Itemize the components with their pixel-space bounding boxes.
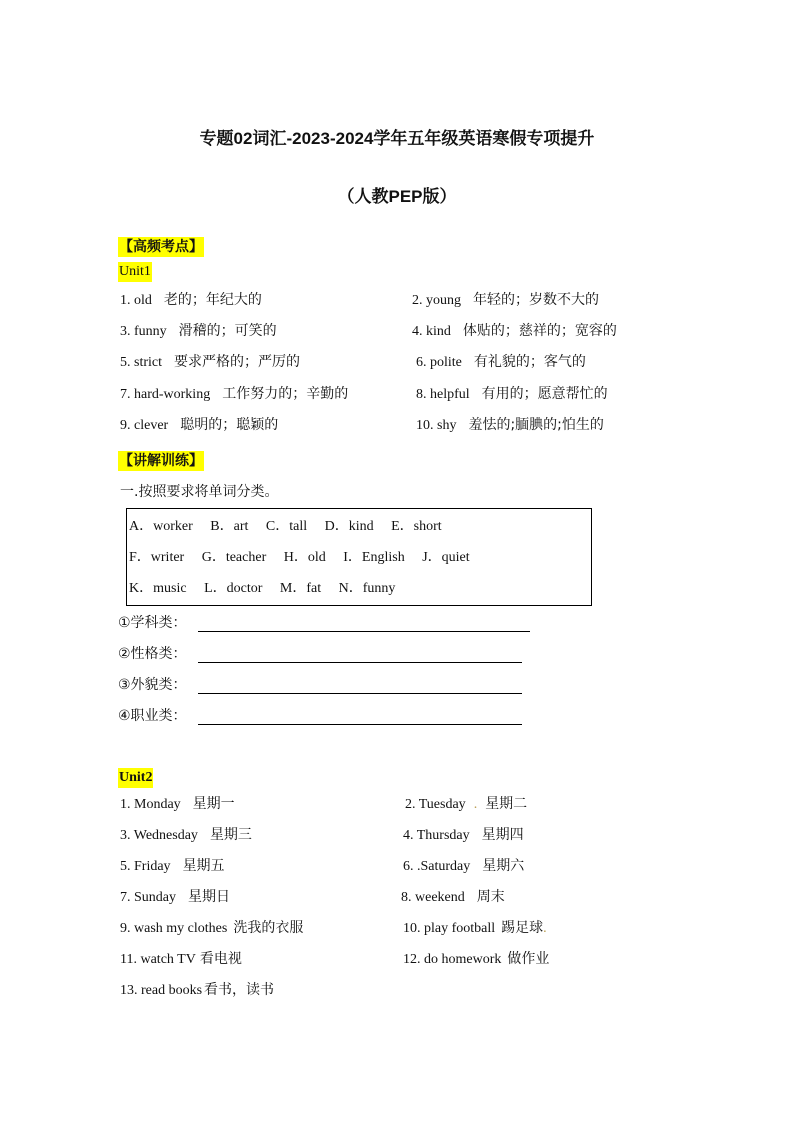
document-title: 专题02词汇-2023-2024学年五年级英语寒假专项提升 [199,129,595,148]
unit2-word-9: 9. wash my clothes 洗我的衣服 [120,920,304,936]
option-j: J．quiet [422,550,470,565]
unit2-word-3: 3. Wednesday 星期三 [120,827,252,843]
option-e: E．short [391,519,442,534]
section-heading-key-points: 【高频考点】 [119,239,203,255]
unit1-word-8: 8. helpful 有用的；愿意帮忙的 [416,386,608,402]
option-c: C．tall [265,519,308,534]
unit1-label: Unit1 [118,262,152,282]
unit1-word-3: 3. funny 滑稽的；可笑的 [120,323,277,339]
unit2-label: Unit2 [118,768,153,788]
option-f: F．writer [129,550,185,565]
answer-line-occupation[interactable] [198,724,522,725]
document-subtitle: （人教PEP版） [337,187,457,206]
unit2-word-6: 6. .Saturday 星期六 [403,858,525,874]
unit2-word-1: 1. Monday 星期一 [120,796,235,812]
word-options-box [126,508,592,606]
unit2-word-2: 2. Tuesday . 星期二 [405,796,528,812]
option-k: K．music [129,581,187,596]
unit1-word-7: 7. hard-working 工作努力的；辛勤的 [120,386,349,402]
option-n: N．funny [338,581,396,596]
unit2-word-10: 10. play football 踢足球. [403,920,547,936]
unit2-word-13: 13. read books 看书，读书 [120,982,275,998]
category-occupation: ④职业类： [118,705,538,727]
unit2-word-4: 4. Thursday 星期四 [403,827,524,843]
unit1-word-4: 4. kind 体贴的；慈祥的；宽容的 [412,323,617,339]
unit1-word-6: 6. polite 有礼貌的；客气的 [416,354,586,370]
unit2-word-8: 8. weekend 周末 [401,889,505,905]
option-d: D．kind [324,519,374,534]
option-g: G．teacher [201,550,267,565]
option-m: M．fat [279,581,322,596]
unit2-word-7: 7. Sunday 星期日 [120,889,230,905]
answer-line-subject[interactable] [198,631,530,632]
answer-line-personality[interactable] [198,662,522,663]
category-subject: ①学科类： [118,612,538,634]
unit2-word-11: 11. watch TV 看电视 [120,951,242,967]
options-row-2 [129,547,484,569]
section-heading-practice: 【讲解训练】 [119,453,203,469]
category-personality: ②性格类： [118,643,538,665]
option-i: I．English [343,550,405,565]
unit2-word-5: 5. Friday 星期五 [120,858,225,874]
unit1-word-10: 10. shy 羞怯的;腼腆的;怕生的 [416,417,604,433]
option-a: A．worker [129,519,193,534]
unit1-word-5: 5. strict 要求严格的；严厉的 [120,354,300,370]
unit2-word-12: 12. do homework 做作业 [403,951,550,967]
unit1-word-2: 2. young 年轻的；岁数不大的 [412,292,599,308]
unit1-word-1: 1. old 老的；年纪大的 [120,292,262,308]
unit1-word-9: 9. clever 聪明的；聪颖的 [120,417,279,433]
option-h: H．old [283,550,326,565]
options-row-3 [129,578,409,600]
answer-line-appearance[interactable] [198,693,522,694]
option-b: B．art [210,519,249,534]
options-row-1 [129,516,456,538]
exercise-instruction: 一.按照要求将单词分类。 [120,484,279,500]
option-l: L．doctor [204,581,263,596]
category-appearance: ③外貌类： [118,674,538,696]
